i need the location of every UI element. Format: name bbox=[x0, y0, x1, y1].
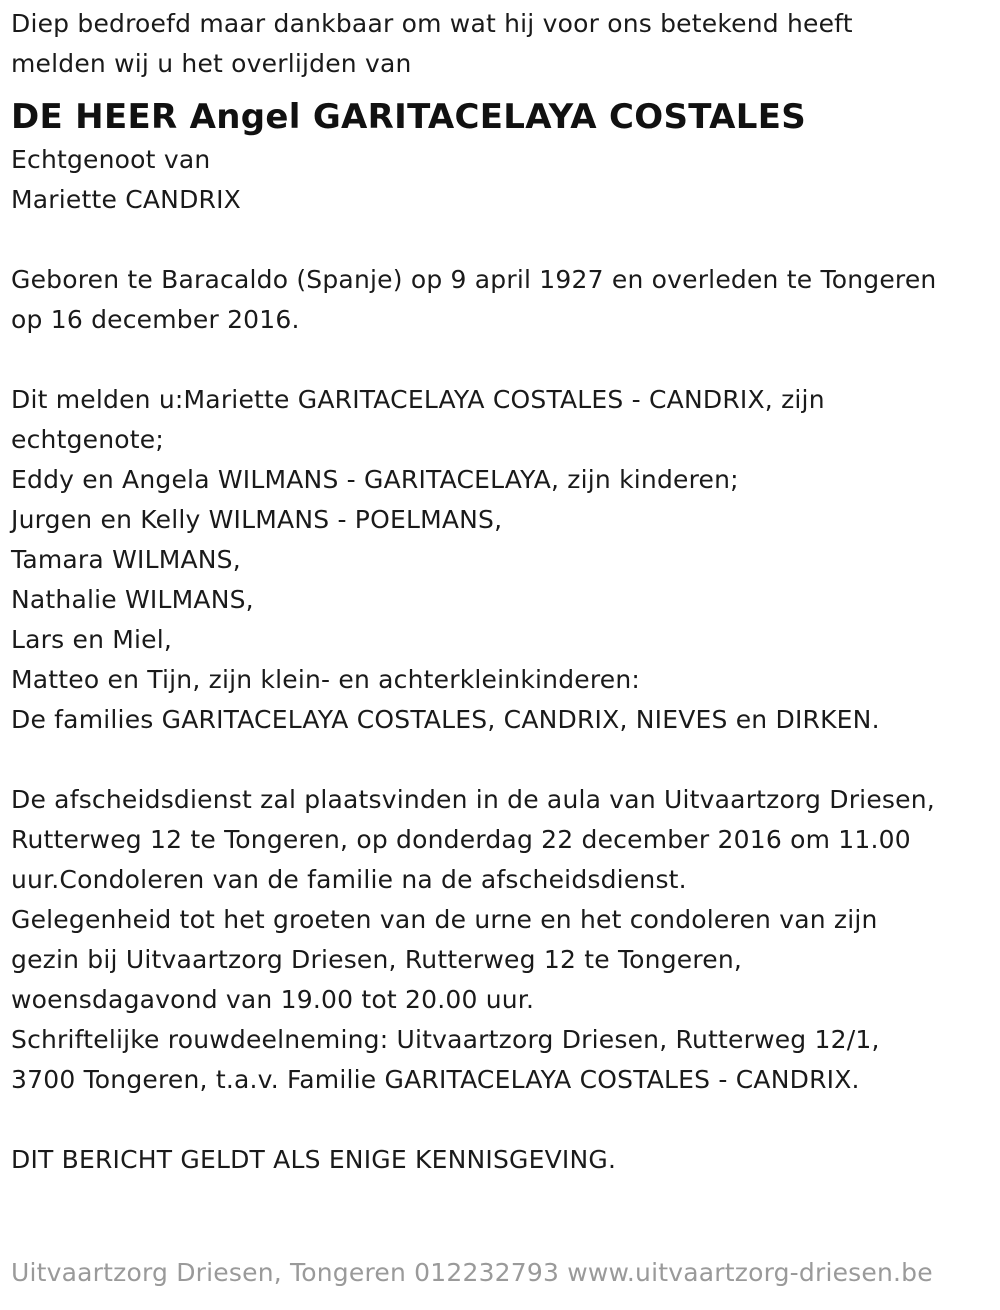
notice-line: DIT BERICHT GELDT ALS ENIGE KENNISGEVING. bbox=[11, 1145, 617, 1174]
family-line: De families GARITACELAYA COSTALES, CANDRIX, NIEVES en DIRKEN. bbox=[11, 705, 880, 734]
birth-death-line: op 16 december 2016. bbox=[11, 305, 300, 334]
service-line: De afscheidsdienst zal plaatsvinden in de aula van Uitvaartzorg Driesen, bbox=[11, 785, 935, 814]
service-line: woensdagavond van 19.00 tot 20.00 uur. bbox=[11, 985, 535, 1014]
birth-death-info bbox=[11, 260, 991, 340]
intro-line: melden wij u het overlijden van bbox=[11, 49, 412, 78]
notice-statement bbox=[11, 1140, 991, 1180]
family-line: Matteo en Tijn, zijn klein- en achterkleinkinderen: bbox=[11, 665, 641, 694]
service-line: Rutterweg 12 te Tongeren, op donderdag 22 december 2016 om 11.00 bbox=[11, 825, 911, 854]
funeral-home-footer: Uitvaartzorg Driesen, Tongeren 012232793 www.uitvaartzorg-driesen.be bbox=[11, 1258, 933, 1287]
family-line: Lars en Miel, bbox=[11, 625, 173, 654]
intro-text bbox=[11, 4, 991, 84]
family-line: Tamara WILMANS, bbox=[11, 545, 241, 574]
spouse-line: Echtgenoot van bbox=[11, 145, 211, 174]
family-line: echtgenote; bbox=[11, 425, 164, 454]
intro-line: Diep bedroefd maar dankbaar om wat hij voor ons betekend heeft bbox=[11, 9, 853, 38]
family-list bbox=[11, 380, 991, 740]
service-line: Gelegenheid tot het groeten van de urne en het condoleren van zijn bbox=[11, 905, 878, 934]
service-line: 3700 Tongeren, t.a.v. Familie GARITACELAYA COSTALES - CANDRIX. bbox=[11, 1065, 860, 1094]
service-line: gezin bij Uitvaartzorg Driesen, Rutterweg 12 te Tongeren, bbox=[11, 945, 743, 974]
service-details bbox=[11, 780, 991, 1100]
family-line: Dit melden u:Mariette GARITACELAYA COSTALES - CANDRIX, zijn bbox=[11, 385, 825, 414]
family-line: Eddy en Angela WILMANS - GARITACELAYA, zijn kinderen; bbox=[11, 465, 739, 494]
family-line: Jurgen en Kelly WILMANS - POELMANS, bbox=[11, 505, 503, 534]
deceased-name: DE HEER Angel GARITACELAYA COSTALES bbox=[11, 97, 807, 137]
family-line: Nathalie WILMANS, bbox=[11, 585, 254, 614]
obituary-notice bbox=[11, 4, 991, 1180]
spouse-info bbox=[11, 140, 991, 220]
service-line: uur.Condoleren van de familie na de afscheidsdienst. bbox=[11, 865, 687, 894]
birth-death-line: Geboren te Baracaldo (Spanje) op 9 april 1927 en overleden te Tongeren bbox=[11, 265, 937, 294]
service-line: Schriftelijke rouwdeelneming: Uitvaartzorg Driesen, Rutterweg 12/1, bbox=[11, 1025, 880, 1054]
spouse-line: Mariette CANDRIX bbox=[11, 185, 242, 214]
